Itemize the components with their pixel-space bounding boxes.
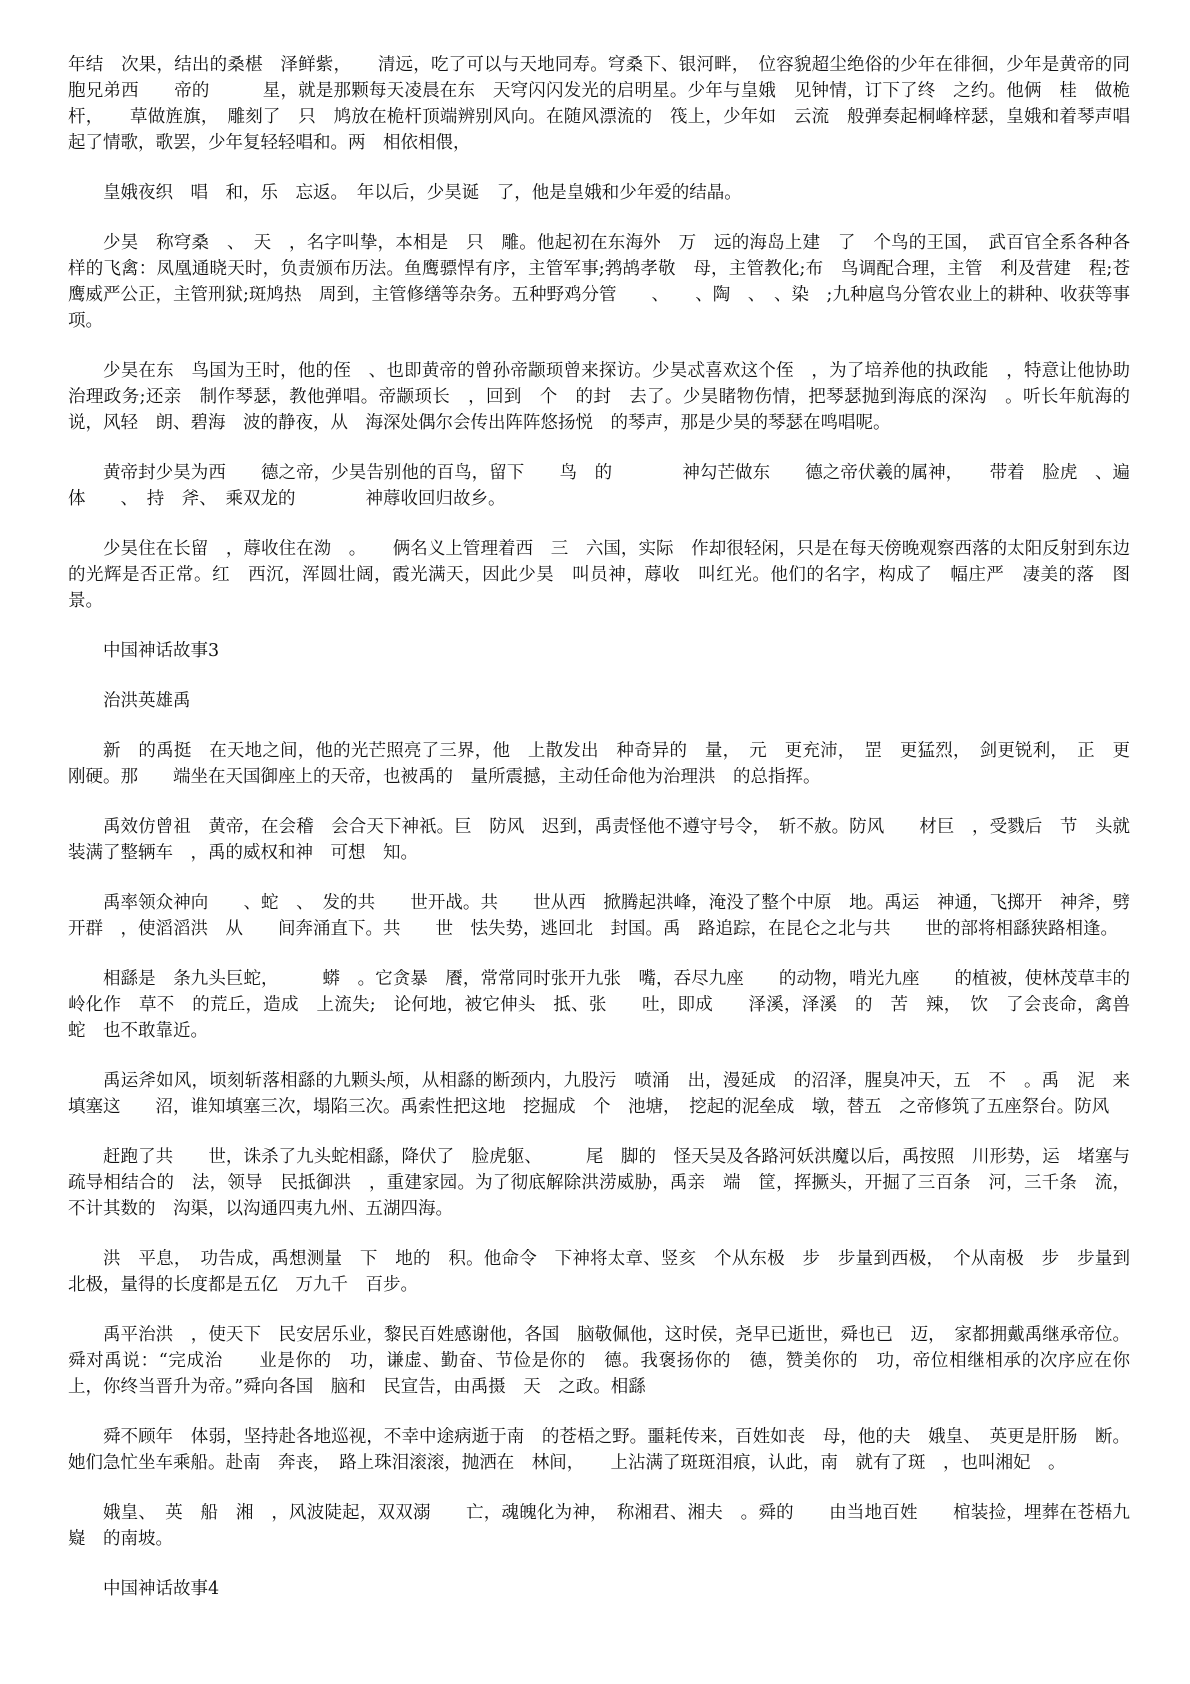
- paragraph: 娥皇、 英 船 湘 ，风波陡起，双双溺 亡，魂魄化为神， 称湘君、湘夫 。舜的 由当地百姓 棺装捡，埋葬在苍梧九嶷 的南坡。: [68, 1503, 1130, 1549]
- paragraph: 少昊在东 鸟国为王时，他的侄 、也即黄帝的曾孙帝颛顼曾来探访。少昊忒喜欢这个侄 ，为了培养他的执政能 ，特意让他协助治理政务;还亲 制作琴瑟，教他弹唱。帝颛顼长 ，回到 个 的封 去了。少昊睹物伤情，把琴瑟抛到海底的深沟 。听长年航海的 说，风轻 朗、碧海 波的静夜，从 海深处偶尔会传出阵阵悠扬悦 的琴声，那是少昊的琴瑟在鸣唱呢。: [68, 361, 1165, 433]
- story-title: 治洪英雄禹: [103, 691, 191, 711]
- paragraph: 禹效仿曾祖 黄帝，在会稽 会合天下神祇。巨 防风 迟到，禹责怪他不遵守号令， 斩不赦。防风 材巨 ，受戮后 节 头就装满了整辆车 ，禹的威权和神 可想 知。: [68, 817, 1130, 863]
- paragraph: 禹平治洪 ，使天下 民安居乐业，黎民百姓感谢他，各国 脑敬佩他，这时侯，尧早已逝世，舜也已 迈， 家都拥戴禹继承帝位。舜对禹说：“完成治 业是你的 功，谦虚、勤奋、节俭是你的 德。我褒扬你的 德，赞美你的 功，帝位相继相承的次序应在你 上，你终当晋升为帝。”舜向各国 脑和 民宣告，由禹摄 天 之政。相繇: [68, 1325, 1148, 1397]
- paragraph: 禹运斧如风，顷刻斩落相繇的九颗头颅，从相繇的断颈内，九股污 喷涌 出，漫延成 的沼泽，腥臭冲天，五 不 。禹 泥 来填塞这 沼，谁知填塞三次，塌陷三次。禹索性把这地 挖掘成 个 池塘， 挖起的泥垒成 墩，替五 之帝修筑了五座祭台。防风: [68, 1071, 1130, 1117]
- section-heading: 中国神话故事4: [103, 1579, 220, 1599]
- paragraph: 少昊 称穹桑 、 天 ，名字叫挚，本相是 只 雕。他起初在东海外 万 远的海岛上建 了 个鸟的王国， 武百官全系各种各样的飞禽：凤凰通晓天时，负责颁布历法。鱼鹰骠悍有序，主管军事;鹁鸪孝敬 母，主管教化;布 鸟调配合理，主管 利及营建 程;苍鹰威严公正，主管刑狱;斑鸠热 周到，主管修缮等杂务。五种野鸡分管 、 、陶 、 、染 ;九种扈鸟分管农业上的耕种、收获等事项。: [68, 233, 1130, 331]
- paragraph: 少昊住在长留 ，蓐收住在泑 。 俩名义上管理着西 三 六国，实际 作却很轻闲，只是在每天傍晚观察西落的太阳反射到东边的光辉是否正常。红 西沉，浑圆壮阔，霞光满天，因此少昊 叫员神，蓐收 叫红光。他们的名字，构成了 幅庄严 凄美的落 图景。: [68, 539, 1130, 611]
- paragraph: 洪 平息， 功告成，禹想测量 下 地的 积。他命令 下神将太章、竖亥 个从东极 步 步量到西极， 个从南极 步 步量到北极，量得的长度都是五亿 万九千 百步。: [68, 1249, 1130, 1295]
- section-heading: 中国神话故事3: [103, 641, 220, 661]
- paragraph: 赶跑了共 世，诛杀了九头蛇相繇，降伏了 脸虎躯、 尾 脚的 怪天吴及各路河妖洪魔以后，禹按照 川形势，运 堵塞与疏导相结合的 法，领导 民抵御洪 ，重建家园。为了彻底解除洪涝威胁，禹亲 端 筐，挥撅头，开掘了三百条 河，三千条 流，不计其数的 沟渠，以沟通四夷九州、五湖四海。: [68, 1147, 1130, 1219]
- paragraph: 新 的禹挺 在天地之间，他的光芒照亮了三界，他 上散发出 种奇异的 量， 元 更充沛， 罡 更猛烈， 剑更锐利， 正 更刚硬。那 端坐在天国御座上的天帝，也被禹的 量所震撼，主动任命他为治理洪 的总指挥。: [68, 741, 1130, 787]
- paragraph: 年结 次果，结出的桑椹 泽鲜紫， 清远，吃了可以与天地同寿。穹桑下、银河畔， 位容貌超尘绝俗的少年在徘徊，少年是黄帝的同胞兄弟西 帝的 星，就是那颗每天凌晨在东 天穹闪闪发光的启明星。少年与皇娥 见钟情，订下了终 之约。他俩 桂 做桅杆， 草做旌旗， 雕刻了 只 鸠放在桅杆顶端辨别风向。在随风漂流的 筏上，少年如 云流 般弹奏起桐峰梓瑟，皇娥和着琴声唱起了情歌，歌罢，少年复轻轻唱和。两 相依相偎，: [68, 55, 1130, 153]
- paragraph: 禹率领众神向 、蛇 、 发的共 世开战。共 世从西 掀腾起洪峰，淹没了整个中原 地。禹运 神通，飞掷开 神斧，劈开群 ，使滔滔洪 从 间奔涌直下。共 世 怯失势，逃回北 封国。禹 路追踪，在昆仑之北与共 世的部将相繇狭路相逢。: [68, 893, 1130, 939]
- paragraph: 相繇是 条九头巨蛇， 蟒 。它贪暴 餍，常常同时张开九张 嘴，吞尽九座 的动物，啃光九座 的植被，使林茂草丰的 岭化作 草不 的荒丘，造成 上流失; 论何地，被它伸头 抵、张 吐，即成 泽溪，泽溪 的 苦 辣， 饮 了会丧命，禽兽蛇 也不敢靠近。: [68, 969, 1148, 1041]
- paragraph: 舜不顾年 体弱，坚持赴各地巡视，不幸中途病逝于南 的苍梧之野。噩耗传来，百姓如丧 母，他的夫 娥皇、 英更是肝肠 断。她们急忙坐车乘船。赴南 奔丧， 路上珠泪滚滚，抛洒在 林间， 上沾满了斑斑泪痕，认此，南 就有了斑 ，也叫湘妃 。: [68, 1427, 1130, 1473]
- paragraph: 黄帝封少昊为西 德之帝，少昊告别他的百鸟，留下 鸟 的 神勾芒做东 德之帝伏羲的属神， 带着 脸虎 、遍体 、 持 斧、 乘双龙的 神蓐收回归故乡。: [68, 463, 1130, 509]
- paragraph: 皇娥夜织 唱 和，乐 忘返。 年以后，少昊诞 了，他是皇娥和少年爱的结晶。: [103, 183, 742, 203]
